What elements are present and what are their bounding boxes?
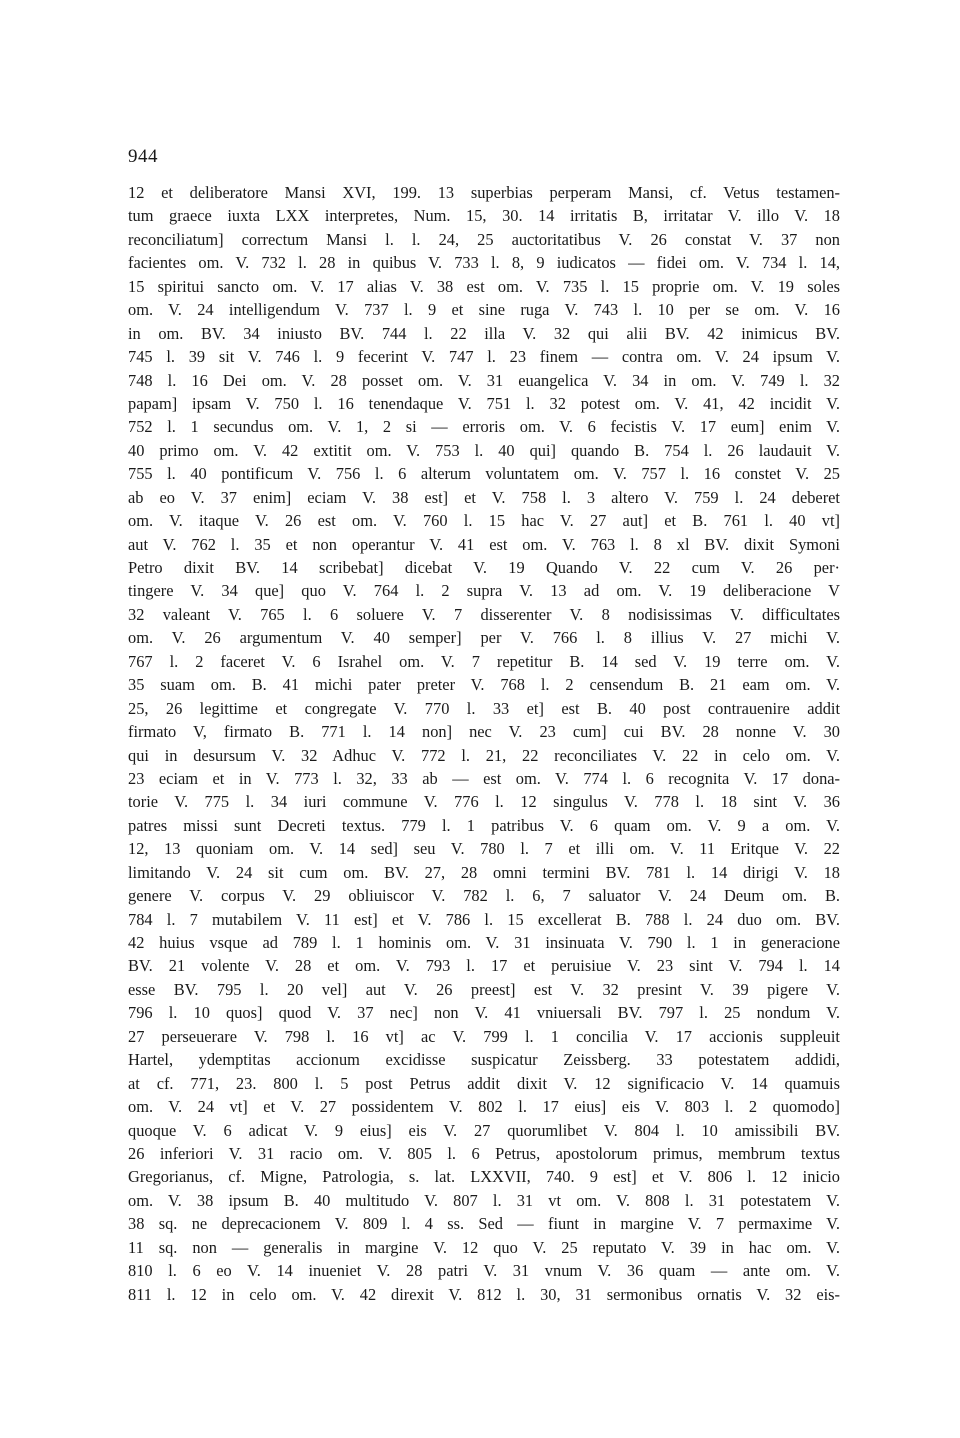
apparatus-line: BV. 21 volente V. 28 et om. V. 793 l. 17 et peruisiue V. 23 sint V. 794 l. 14 <box>128 956 840 976</box>
critical-apparatus <box>128 181 840 1306</box>
apparatus-line: 752 l. 1 secundus om. V. 1, 2 si — erroris om. V. 6 fecistis V. 17 eum] enim V. <box>128 417 840 437</box>
apparatus-line: 32 valeant V. 765 l. 6 soluere V. 7 disserenter V. 8 nodisissimas V. difficultates <box>128 604 840 624</box>
apparatus-line: aut V. 762 l. 35 et non operantur V. 41 est om. V. 763 l. 8 xl BV. dixit Symoni <box>128 534 840 554</box>
apparatus-line: 40 primo om. V. 42 extitit om. V. 753 l. 40 qui] quando B. 754 l. 26 laudauit V. <box>128 440 840 460</box>
apparatus-line: in om. BV. 34 iniusto BV. 744 l. 22 illa V. 32 qui alii BV. 42 inimicus BV. <box>128 323 840 343</box>
apparatus-line: 38 sq. ne deprecacionem V. 809 l. 4 ss. Sed — fiunt in margine V. 7 permaxime V. <box>128 1214 840 1234</box>
apparatus-line: om. V. itaque V. 26 est om. V. 760 l. 15 hac V. 27 aut] et B. 761 l. 40 vt] <box>128 511 840 531</box>
apparatus-line: 26 inferiori V. 31 racio om. V. 805 l. 6 Petrus, apostolorum primus, membrum textus <box>128 1143 840 1163</box>
apparatus-line: 767 l. 2 faceret V. 6 Israhel om. V. 7 repetitur B. 14 sed V. 19 terre om. V. <box>128 651 840 671</box>
apparatus-line: reconciliatum] correctum Mansi l. l. 24, 25 auctoritatibus V. 26 constat V. 37 non <box>128 229 840 249</box>
apparatus-line: 42 huius vsque ad 789 l. 1 hominis om. V. 31 insinuata V. 790 l. 1 in generacione <box>128 933 840 952</box>
apparatus-line: patres missi sunt Decreti textus. 779 l. 1 patribus V. 6 quam om. V. 9 a om. V. <box>128 815 840 835</box>
apparatus-line: 755 l. 40 pontificum V. 756 l. 6 alterum voluntatem om. V. 757 l. 16 constet V. 25 <box>128 464 840 484</box>
apparatus-line: 748 l. 16 Dei om. V. 28 posset om. V. 31 euangelica V. 34 in om. V. 749 l. 32 <box>128 370 840 390</box>
apparatus-line: tingere V. 34 que] quo V. 764 l. 2 supra V. 13 ad om. V. 19 deliberacione V <box>128 581 840 601</box>
apparatus-line: 11 sq. non — generalis in margine V. 12 quo V. 25 reputato V. 39 in hac om. V. <box>128 1237 840 1257</box>
apparatus-line: at cf. 771, 23. 800 l. 5 post Petrus addit dixit V. 12 significacio V. 14 quamuis <box>128 1073 840 1093</box>
apparatus-line: quoque V. 6 adicat V. 9 eius] eis V. 27 quorumlibet V. 804 l. 10 amissibili BV. <box>128 1120 840 1140</box>
apparatus-line: 811 l. 12 in celo om. V. 42 direxit V. 812 l. 30, 31 sermonibus ornatis V. 32 eis- <box>128 1284 840 1304</box>
apparatus-line: papam] ipsam V. 750 l. 16 tenendaque V. 751 l. 32 potest om. V. 41, 42 incidit V. <box>128 393 840 413</box>
apparatus-line: Hartel, ydemptitas accionum excidisse suspicatur Zeissberg. 33 potestatem addidi, <box>128 1050 840 1070</box>
apparatus-line: firmato V, firmato B. 771 l. 14 non] nec V. 23 cum] cui BV. 28 nonne V. 30 <box>128 722 840 742</box>
apparatus-line: qui in desursum V. 32 Adhuc V. 772 l. 21, 22 reconciliates V. 22 in celo om. V. <box>128 745 840 765</box>
page-number: 944 <box>128 146 158 167</box>
apparatus-line: ab eo V. 37 enim] eciam V. 38 est] et V. 758 l. 3 altero V. 759 l. 24 deberet <box>128 487 840 507</box>
apparatus-line: genere V. corpus V. 29 obliuiscor V. 782 l. 6, 7 saluator V. 24 Deum om. B. <box>128 886 840 906</box>
apparatus-line: 27 perseuerare V. 798 l. 16 vt] ac V. 799 l. 1 concilia V. 17 accionis suppleuit <box>128 1026 840 1046</box>
apparatus-line: 810 l. 6 eo V. 14 inueniet V. 28 patri V. 31 vnum V. 36 quam — ante om. V. <box>128 1261 840 1281</box>
apparatus-line: 796 l. 10 quos] quod V. 37 nec] non V. 41 vniuersali BV. 797 l. 25 nondum V. <box>128 1003 840 1023</box>
apparatus-line: limitando V. 24 sit cum om. BV. 27, 28 omni termini BV. 781 l. 14 dirigi V. 18 <box>128 862 840 882</box>
apparatus-line: facientes om. V. 732 l. 28 in quibus V. 733 l. 8, 9 iudicatos — fidei om. V. 734 l. 14, <box>128 253 840 273</box>
apparatus-line: om. V. 24 intelligendum V. 737 l. 9 et sine ruga V. 743 l. 10 per se om. V. 16 <box>128 300 840 320</box>
apparatus-line: 12, 13 quoniam om. V. 14 sed] seu V. 780 l. 7 et illi om. V. 11 Eritque V. 22 <box>128 839 840 859</box>
apparatus-line: 35 suam om. B. 41 michi pater preter V. 768 l. 2 censendum B. 21 eam om. V. <box>128 675 840 695</box>
apparatus-line: om. V. 38 ipsum B. 40 multitudo V. 807 l. 31 vt om. V. 808 l. 31 potestatem V. <box>128 1190 840 1210</box>
apparatus-line: om. V. 26 argumentum V. 40 semper] per V. 766 l. 8 illius V. 27 michi V. <box>128 628 840 648</box>
apparatus-line: 12 et deliberatore Mansi XVI, 199. 13 superbias perperam Mansi, cf. Vetus testamen- <box>128 183 840 202</box>
apparatus-line: om. V. 24 vt] et V. 27 possidentem V. 802 l. 17 eius] eis V. 803 l. 2 quomodo] <box>128 1097 840 1117</box>
apparatus-line: Petro dixit BV. 14 scribebat] dicebat V. 19 Quando V. 22 cum V. 26 per· <box>128 558 840 577</box>
apparatus-line: esse BV. 795 l. 20 vel] aut V. 26 preest] est V. 32 presint V. 39 pigere V. <box>128 979 840 999</box>
apparatus-line: torie V. 775 l. 34 iuri commune V. 776 l. 12 singulus V. 778 l. 18 sint V. 36 <box>128 792 840 812</box>
apparatus-line: 784 l. 7 mutabilem V. 11 est] et V. 786 l. 15 excellerat B. 788 l. 24 duo om. BV. <box>128 909 840 929</box>
apparatus-line: tum graece iuxta LXX interpretes, Num. 15, 30. 14 irritatis B, irritatar V. illo V. 18 <box>128 206 840 226</box>
apparatus-line: 15 spiritui sancto om. V. 17 alias V. 38 est om. V. 735 l. 15 proprie om. V. 19 soles <box>128 276 840 296</box>
apparatus-line: Gregorianus, cf. Migne, Patrologia, s. lat. LXXVII, 740. 9 est] et V. 806 l. 12 inicio <box>128 1167 840 1187</box>
apparatus-line: 745 l. 39 sit V. 746 l. 9 fecerint V. 747 l. 23 finem — contra om. V. 24 ipsum V. <box>128 347 840 367</box>
apparatus-line: 25, 26 legittime et congregate V. 770 l. 33 et] est B. 40 post contrauenire addit <box>128 698 840 718</box>
apparatus-line: 23 eciam et in V. 773 l. 32, 33 ab — est om. V. 774 l. 6 recognita V. 17 dona- <box>128 768 840 788</box>
